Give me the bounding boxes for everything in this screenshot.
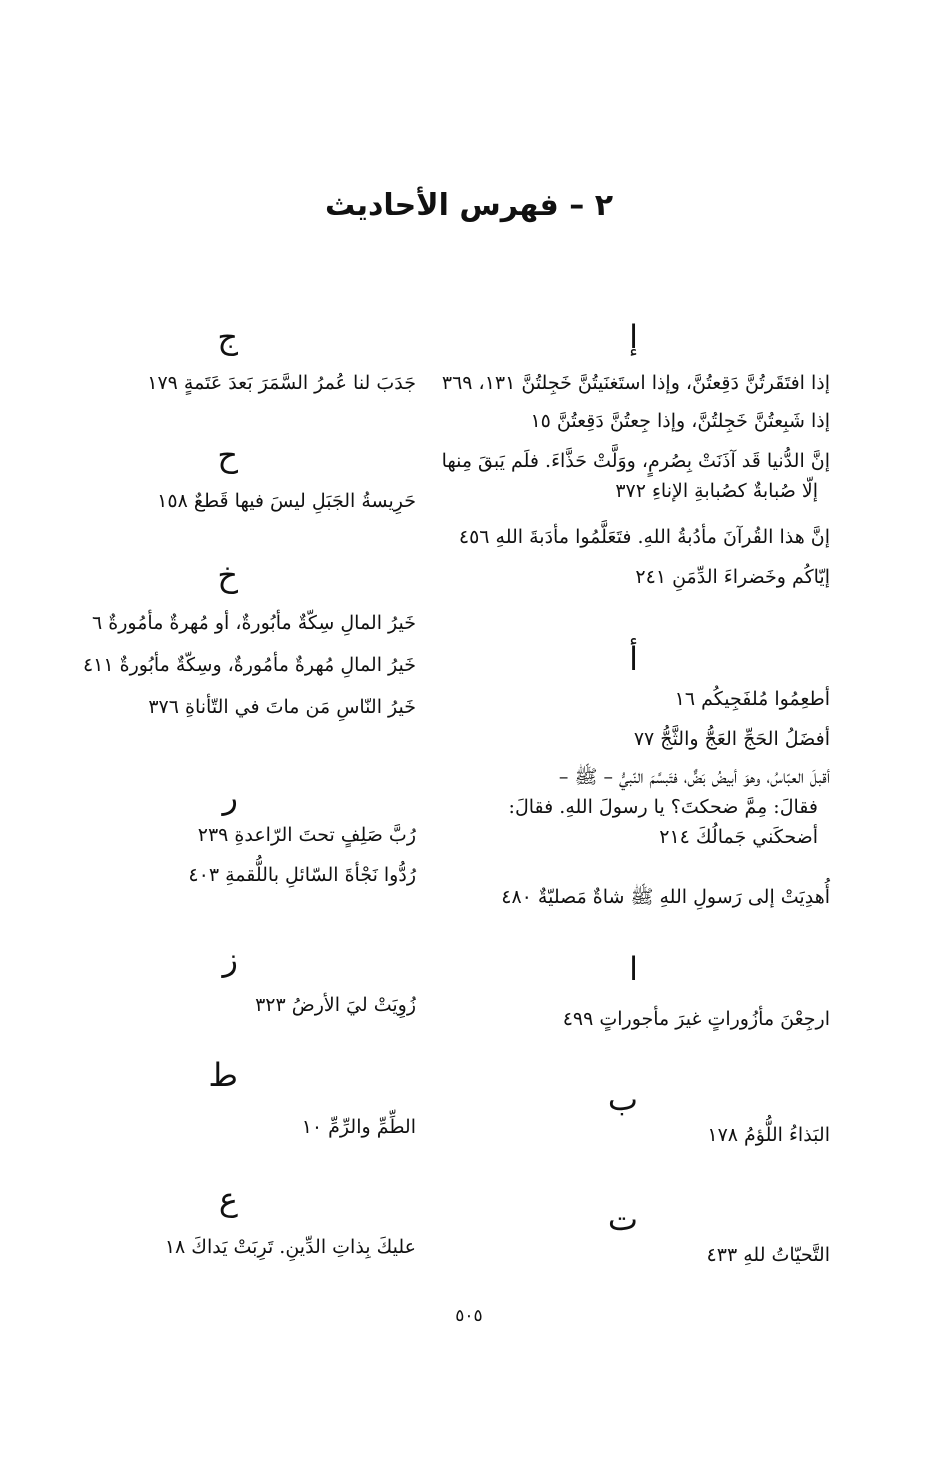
- section-letter: ر: [222, 778, 238, 816]
- index-entry: [634, 724, 830, 754]
- index-entry: [83, 650, 416, 680]
- index-entry: [198, 820, 416, 850]
- index-entry: [675, 684, 830, 714]
- index-entry: [188, 860, 416, 890]
- entry-line: رُدُّوا نَجْأةَ السّائلِ باللُّقمةِ ٤٠٣: [188, 864, 416, 886]
- section-letter: ت: [607, 1200, 638, 1238]
- entry-line: خَيرُ المالِ مُهرةٌ مأمُورةٌ، وسِكّةٌ مأبُورةٌ ٤١١: [82, 654, 416, 676]
- index-entry: [165, 1232, 416, 1262]
- entry-line: عليكَ بِذاتِ الدِّينِ. تَرِبَتْ يَداكَ ١٨: [164, 1236, 416, 1258]
- index-entry: [563, 1004, 830, 1034]
- section-letter: أ: [629, 640, 638, 678]
- index-entry: [255, 990, 416, 1020]
- index-entry: [707, 1120, 830, 1150]
- entry-line: الطِّمِّ والرِّمِّ ١٠: [301, 1116, 416, 1138]
- index-entry: [442, 446, 830, 506]
- index-entry: [635, 562, 830, 592]
- index-entry: [509, 762, 830, 852]
- entry-line: أفضَلُ الحَجِّ العَجُّ والثَّجُّ ٧٧: [633, 728, 830, 750]
- index-entry: [92, 608, 416, 638]
- entry-line: أقبلَ العبّاسُ، وهوَ أبيضُ بَضٌّ، فتَبسَّمَ النّبيُّ – ﷺ –: [558, 766, 830, 788]
- section-letter: ح: [217, 436, 238, 474]
- entry-line: ارجِعْنَ مأزُوراتٍ غيرَ مأجوراتٍ ٤٩٩: [562, 1008, 830, 1030]
- section-letter: ب: [607, 1080, 638, 1118]
- entry-line: خَيرُ النّاسِ مَن ماتَ في التّأناةِ ٣٧٦: [148, 696, 416, 718]
- entry-line: إذا افتَقَرتُنَّ دَقِعتُنَّ، وإذا استَغنَيتُنَّ خَجِلتُنَّ ١٣١، ٣٦٩: [441, 372, 830, 394]
- entry-line: البَذاءُ اللُّؤمُ ١٧٨: [707, 1124, 830, 1146]
- index-entry: [157, 486, 416, 516]
- index-entry: [707, 1240, 830, 1270]
- entry-line: إلّا صُبابةٌ كصُبابةِ الإناءِ ٣٧٢: [615, 480, 818, 502]
- index-entry: [459, 522, 830, 552]
- section-letter: ج: [217, 318, 238, 356]
- index-entry: [147, 368, 416, 398]
- entry-line: حَرِيسةُ الجَبَلِ ليسَ فيها قَطعٌ ١٥٨: [157, 490, 416, 512]
- entry-line: إنَّ هذا القُرآنَ مأدُبةُ اللهِ. فتَعَلَّمُوا مأدَبةَ اللهِ ٤٥٦: [458, 526, 830, 548]
- index-entry: [148, 692, 416, 722]
- entry-line: زُوِيَتْ ليَ الأرضُ ٣٢٣: [255, 994, 416, 1016]
- section-letter: خ: [217, 556, 238, 594]
- entry-line: أطعِمُوا مُلفَجِيكُم ١٦: [674, 688, 830, 710]
- entry-line: التَّحيّاتُ للهِ ٤٣٣: [706, 1244, 830, 1266]
- entry-line: إذا شَبِعتُنَّ خَجِلتُنَّ، وإذا جِعتُنَّ دَقِعتُنَّ ١٥: [530, 410, 830, 432]
- entry-line: فقالَ: مِمَّ ضحكتَ؟ يا رسولَ اللهِ. فقالَ:: [508, 796, 818, 818]
- index-entry: [530, 406, 830, 436]
- index-entry: [442, 368, 830, 398]
- section-letter: إ: [629, 318, 638, 356]
- entry-line: أضحكَني جَمالُكَ ٢١٤: [659, 826, 818, 848]
- entry-line: إنَّ الدُّنيا قَد آذَنَتْ بِصُرمٍ، ووَلَّتْ حَذَّاءَ. فلَم يَبقَ مِنها: [441, 450, 830, 472]
- section-letter: ع: [218, 1180, 238, 1218]
- index-entry: [501, 882, 830, 912]
- section-letter: ز: [222, 940, 238, 978]
- index-entry: [302, 1112, 416, 1142]
- entry-line: جَدَبَ لنا عُمرُ السَّمَرَ بَعدَ عَتَمةٍ ١٧٩: [147, 372, 416, 394]
- page-title: ٢ – فهرس الأحاديث: [324, 188, 614, 223]
- entry-line: أُهدِيَتْ إلى رَسولِ اللهِ ﷺ شاةٌ مَصليّةٌ ٤٨٠: [501, 886, 830, 908]
- page-number: ٥٠٥: [455, 1306, 483, 1326]
- entry-line: إيّاكُم وخَضراءَ الدِّمَنِ ٢٤١: [635, 566, 830, 588]
- entry-line: رُبَّ صَلِفٍ تحتَ الرّاعدةِ ٢٣٩: [197, 824, 416, 846]
- section-letter: ا: [629, 950, 638, 988]
- section-letter: ط: [208, 1056, 238, 1094]
- entry-line: خَيرُ المالِ سِكّةٌ مأبُورةٌ، أو مُهرةٌ مأمُورةٌ ٦: [92, 612, 416, 634]
